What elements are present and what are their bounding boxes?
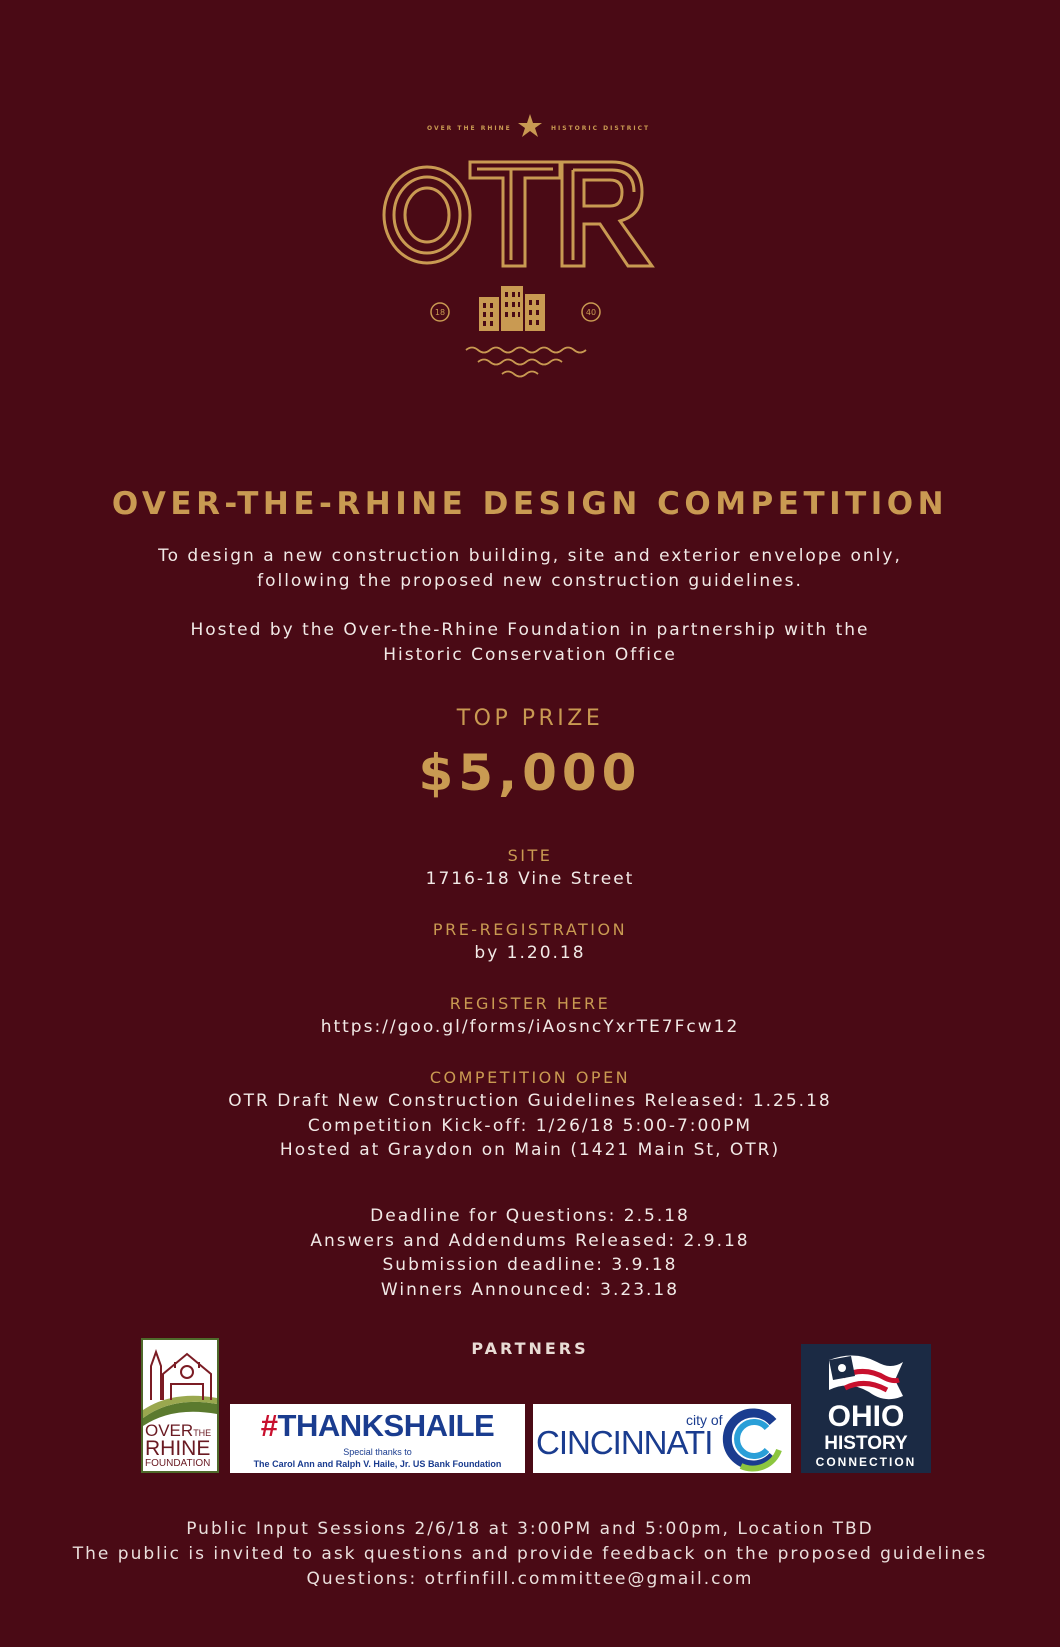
- register-label: REGISTER HERE: [449, 994, 611, 1013]
- otr-foundation-logo: OVERTHE RHINE FOUNDATION: [141, 1338, 219, 1473]
- deadline-item: Submission deadline: 3.9.18: [382, 1255, 678, 1275]
- public-input-sessions: Public Input Sessions 2/6/18 at 3:00PM and 5:00pm, Location TBD: [186, 1519, 874, 1539]
- register-link[interactable]: https://goo.gl/forms/iAosncYxrTE7Fcw12: [320, 1017, 740, 1037]
- site-label: SITE: [507, 846, 553, 865]
- competition-line: OTR Draft New Construction Guidelines Released: 1.25.18: [228, 1091, 832, 1111]
- river-waves-icon: [466, 348, 586, 377]
- description-purpose: To design a new construction building, site and exterior envelope only, following the proposed new construction guidelines.: [158, 546, 902, 591]
- deadline-list: [0, 1204, 1060, 1302]
- deadline-item: Winners Announced: 3.23.18: [380, 1279, 680, 1300]
- competition-details: [0, 1089, 1060, 1163]
- star-icon: [518, 114, 542, 137]
- page-title: OVER-THE-RHINE DESIGN COMPETITION: [111, 486, 949, 522]
- otr-wordmark: [384, 162, 652, 266]
- site-value: 1716-18 Vine Street: [425, 869, 635, 889]
- competition-line: Competition Kick-off: 1/26/18 5:00-7:00PM: [307, 1115, 753, 1136]
- logo-tagline-right: HISTORIC DISTRICT: [551, 125, 651, 132]
- cincinnati-c-icon: [721, 1406, 787, 1472]
- year-left-badge: [431, 303, 449, 321]
- svg-text:40: 40: [585, 308, 597, 317]
- year-right-badge: [582, 303, 600, 321]
- preregistration-label: PRE-REGISTRATION: [432, 920, 628, 939]
- logo-tagline-left: OVER THE RHINE: [427, 125, 512, 132]
- svg-text:18: 18: [434, 308, 446, 317]
- deadline-item: Deadline for Questions: 2.5.18: [370, 1206, 690, 1226]
- questions-contact[interactable]: Questions: otrfinfill.committee@gmail.com: [306, 1569, 754, 1589]
- city-of-cincinnati-logo: city of CINCINNATI: [533, 1404, 791, 1473]
- partners-label: PARTNERS: [471, 1339, 589, 1358]
- otr-logo: [380, 108, 680, 398]
- thankshaile-logo: #THANKSHAILE Special thanks to The Carol Ann and Ralph V. Haile, Jr. US Bank Foundation: [230, 1404, 525, 1473]
- footer-info: [0, 1517, 1060, 1592]
- deadline-item: Answers and Addendums Released: 2.9.18: [310, 1230, 750, 1251]
- otr-wordmark-text: OTR: [530, 228, 533, 229]
- prize-label: TOP PRIZE: [456, 706, 604, 731]
- competition-line: Hosted at Graydon on Main (1421 Main St, OTR): [279, 1140, 781, 1160]
- competition-label: COMPETITION OPEN: [429, 1068, 631, 1087]
- ohio-history-connection-logo: OHIO HISTORY CONNECTION: [801, 1344, 931, 1473]
- description-host: Hosted by the Over-the-Rhine Foundation in partnership with the Historic Conservation Office: [190, 620, 870, 665]
- public-invitation: The public is invited to ask questions and provide feedback on the proposed guidelines: [72, 1544, 988, 1564]
- ohio-flag-icon: [825, 1350, 907, 1402]
- preregistration-value: by 1.20.18: [474, 943, 586, 963]
- prize-amount: $5,000: [418, 744, 642, 802]
- buildings-icon: [479, 286, 545, 331]
